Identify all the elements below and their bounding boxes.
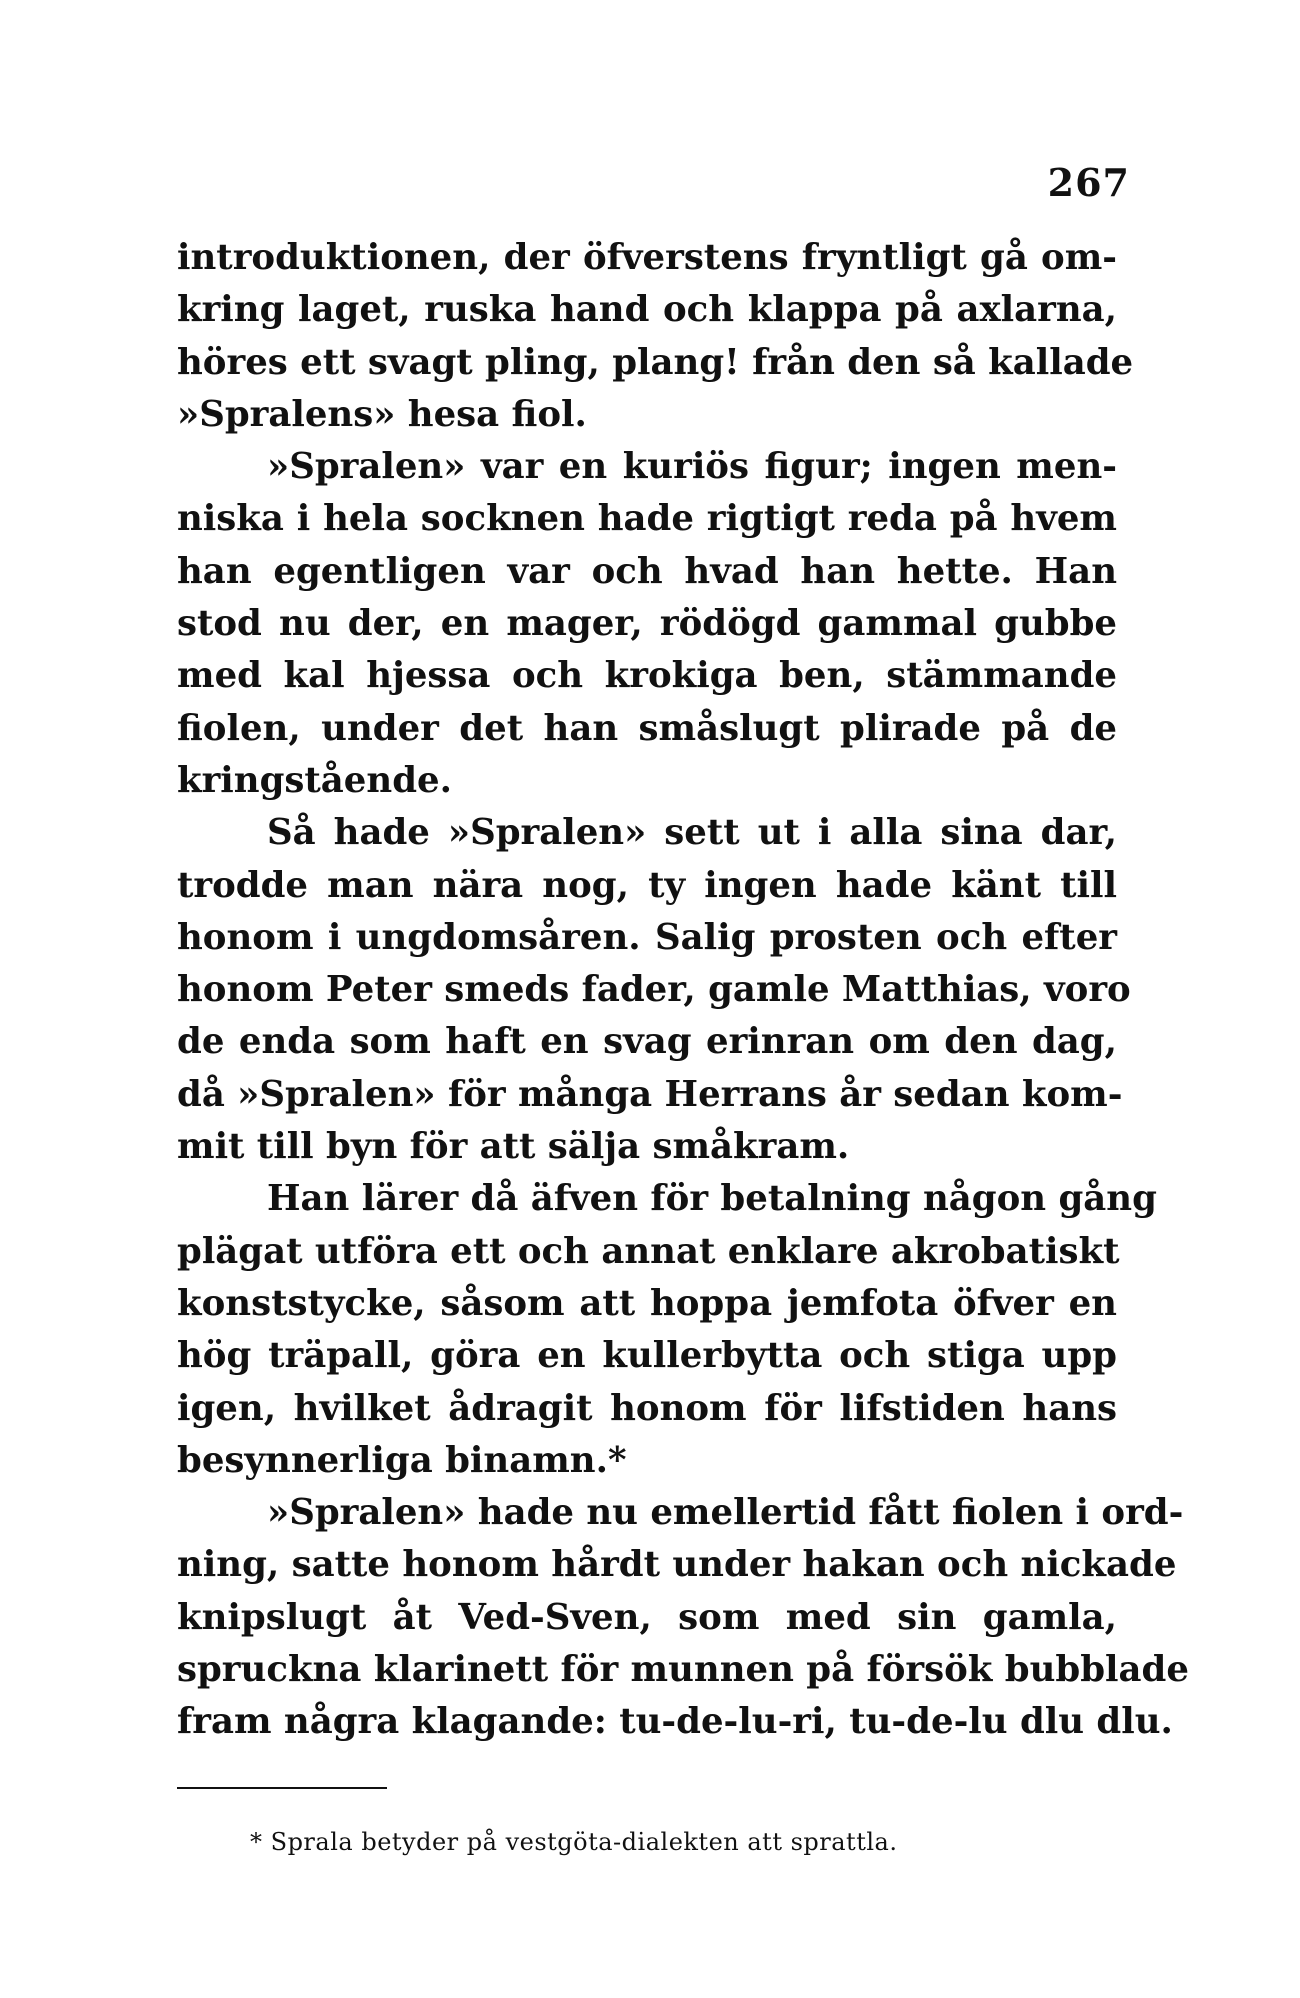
text-line: »Spralen» var en kuriös figur; ingen men- <box>267 446 1117 488</box>
text-line: knipslugt åt Ved-Sven, som med sin gamla, <box>177 1596 1117 1638</box>
text-line: plägat utföra ett och annat enklare akrobatiskt <box>177 1230 1120 1272</box>
text-line: honom i ungdomsåren. Salig prosten och efter <box>177 916 1117 958</box>
text-line: då »Spralen» för många Herrans år sedan kom- <box>177 1073 1123 1115</box>
text-line: Han lärer då äfven för betalning någon gång <box>267 1178 1157 1220</box>
text-line: Så hade »Spralen» sett ut i alla sina dar, <box>267 812 1117 854</box>
footnote-divider <box>177 1787 387 1789</box>
footnote: * Sprala betyder på vestgöta-dialekten att sprattla. <box>250 1828 898 1856</box>
text-line: hög träpall, göra en kullerbytta och stiga upp <box>177 1335 1117 1377</box>
text-line: fiolen, under det han småslugt plirade på de <box>177 707 1117 749</box>
text-line: fram några klagande: tu-de-lu-ri, tu-de-lu dlu dlu. <box>177 1701 1173 1743</box>
text-line: de enda som haft en svag erinran om den dag, <box>177 1021 1117 1063</box>
text-line: konststycke, såsom att hoppa jemfota öfver en <box>177 1282 1117 1324</box>
text-line: mit till byn för att sälja småkram. <box>177 1126 850 1168</box>
text-line: stod nu der, en mager, rödögd gammal gubbe <box>177 603 1117 645</box>
text-line: introduktionen, der öfverstens fryntligt gå om- <box>177 237 1117 278</box>
text-line: »Spralens» hesa fiol. <box>177 393 587 435</box>
text-line: spruckna klarinett för munnen på försök bubblade <box>177 1649 1189 1691</box>
text-line: ning, satte honom hårdt under hakan och nickade <box>177 1544 1177 1586</box>
text-line: höres ett svagt pling, plang! från den så kallade <box>177 341 1134 383</box>
text-line: igen, hvilket ådragit honom för lifstiden hans <box>177 1387 1117 1429</box>
text-line: honom Peter smeds fader, gamle Matthias, voro <box>177 969 1131 1011</box>
page-number: 267 <box>1047 160 1130 205</box>
text-line: han egentligen var och hvad han hette. Han <box>177 550 1117 592</box>
text-line: trodde man nära nog, ty ingen hade känt till <box>177 864 1117 906</box>
body-text <box>177 232 1189 1749</box>
text-line: med kal hjessa och krokiga ben, stämmande <box>177 655 1117 697</box>
text-line: niska i hela socknen hade rigtigt reda på hvem <box>177 498 1117 540</box>
text-line: kringstående. <box>177 759 452 801</box>
text-line: »Spralen» hade nu emellertid fått fiolen i ord- <box>267 1492 1184 1534</box>
text-line: kring laget, ruska hand och klappa på axlarna, <box>177 289 1117 331</box>
text-line: besynnerliga binamn.* <box>177 1439 627 1481</box>
